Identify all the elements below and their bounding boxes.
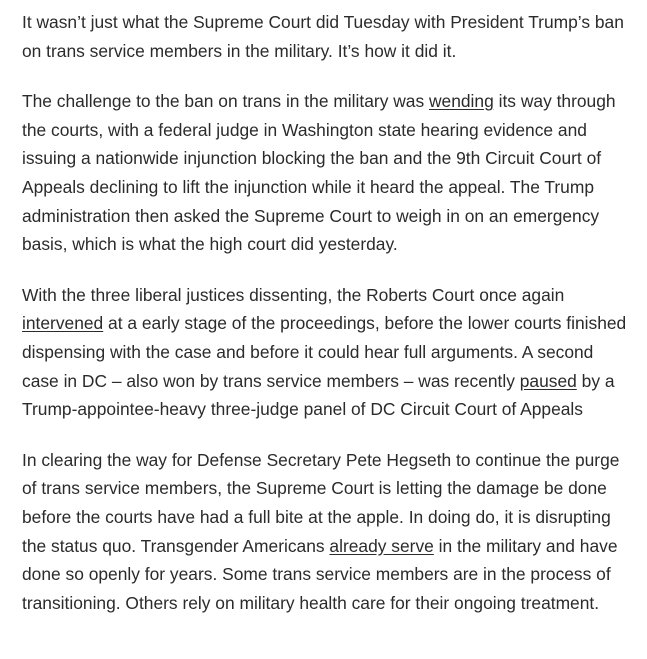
wending-link[interactable]: wending	[428, 91, 494, 112]
paragraph-4-text-2: in the military and have done so openly for years. Some trans service members are in the process of transitioning. Others rely on military health care for their ongoing treatment.	[22, 535, 618, 613]
paragraph-3-text-2: at a early stage of the proceedings, before the lower courts finished dispensing with the case and before it could hear full arguments. A second case in DC – also won by trans service members – was recently	[22, 313, 627, 391]
already-serve-link[interactable]: already serve	[329, 535, 434, 556]
paragraph-3-text-3: by a Trump-appointee-heavy three-judge panel of DC Circuit Court of Appeals	[22, 370, 615, 420]
paragraph-4-text-1: In clearing the way for Defense Secretary Pete Hegseth to continue the purge of trans service members, the Supreme Court is letting the damage be done before the courts have had a full bite at the apple. In doing do, it is disrupting the status quo. Transgender Americans	[22, 449, 620, 556]
paragraph-2-text-2: its way through the courts, with a federal judge in Washington state hearing evidence and issuing a nationwide injunction blocking the ban and the 9th Circuit Court of Appeals declining to lift the injunction while it heard the appeal. The Trump administration then asked the Supreme Court to weigh in on an emergency basis, which is what the high court did yesterday.	[22, 91, 616, 255]
paragraph-3-text-1: With the three liberal justices dissenting, the Roberts Court once again	[22, 284, 565, 305]
paragraph-2-text-1: The challenge to the ban on trans in the military was	[22, 91, 429, 112]
paragraph-2	[22, 87, 633, 259]
paragraph-1	[22, 8, 633, 65]
paused-link[interactable]: paused	[519, 370, 577, 391]
intervened-link[interactable]: intervened	[22, 313, 104, 334]
paragraph-1-text: It wasn’t just what the Supreme Court did Tuesday with President Trump’s ban on trans service members in the military. It’s how it did it.	[22, 12, 624, 61]
paragraph-3	[22, 281, 633, 424]
paragraph-4	[22, 446, 633, 618]
